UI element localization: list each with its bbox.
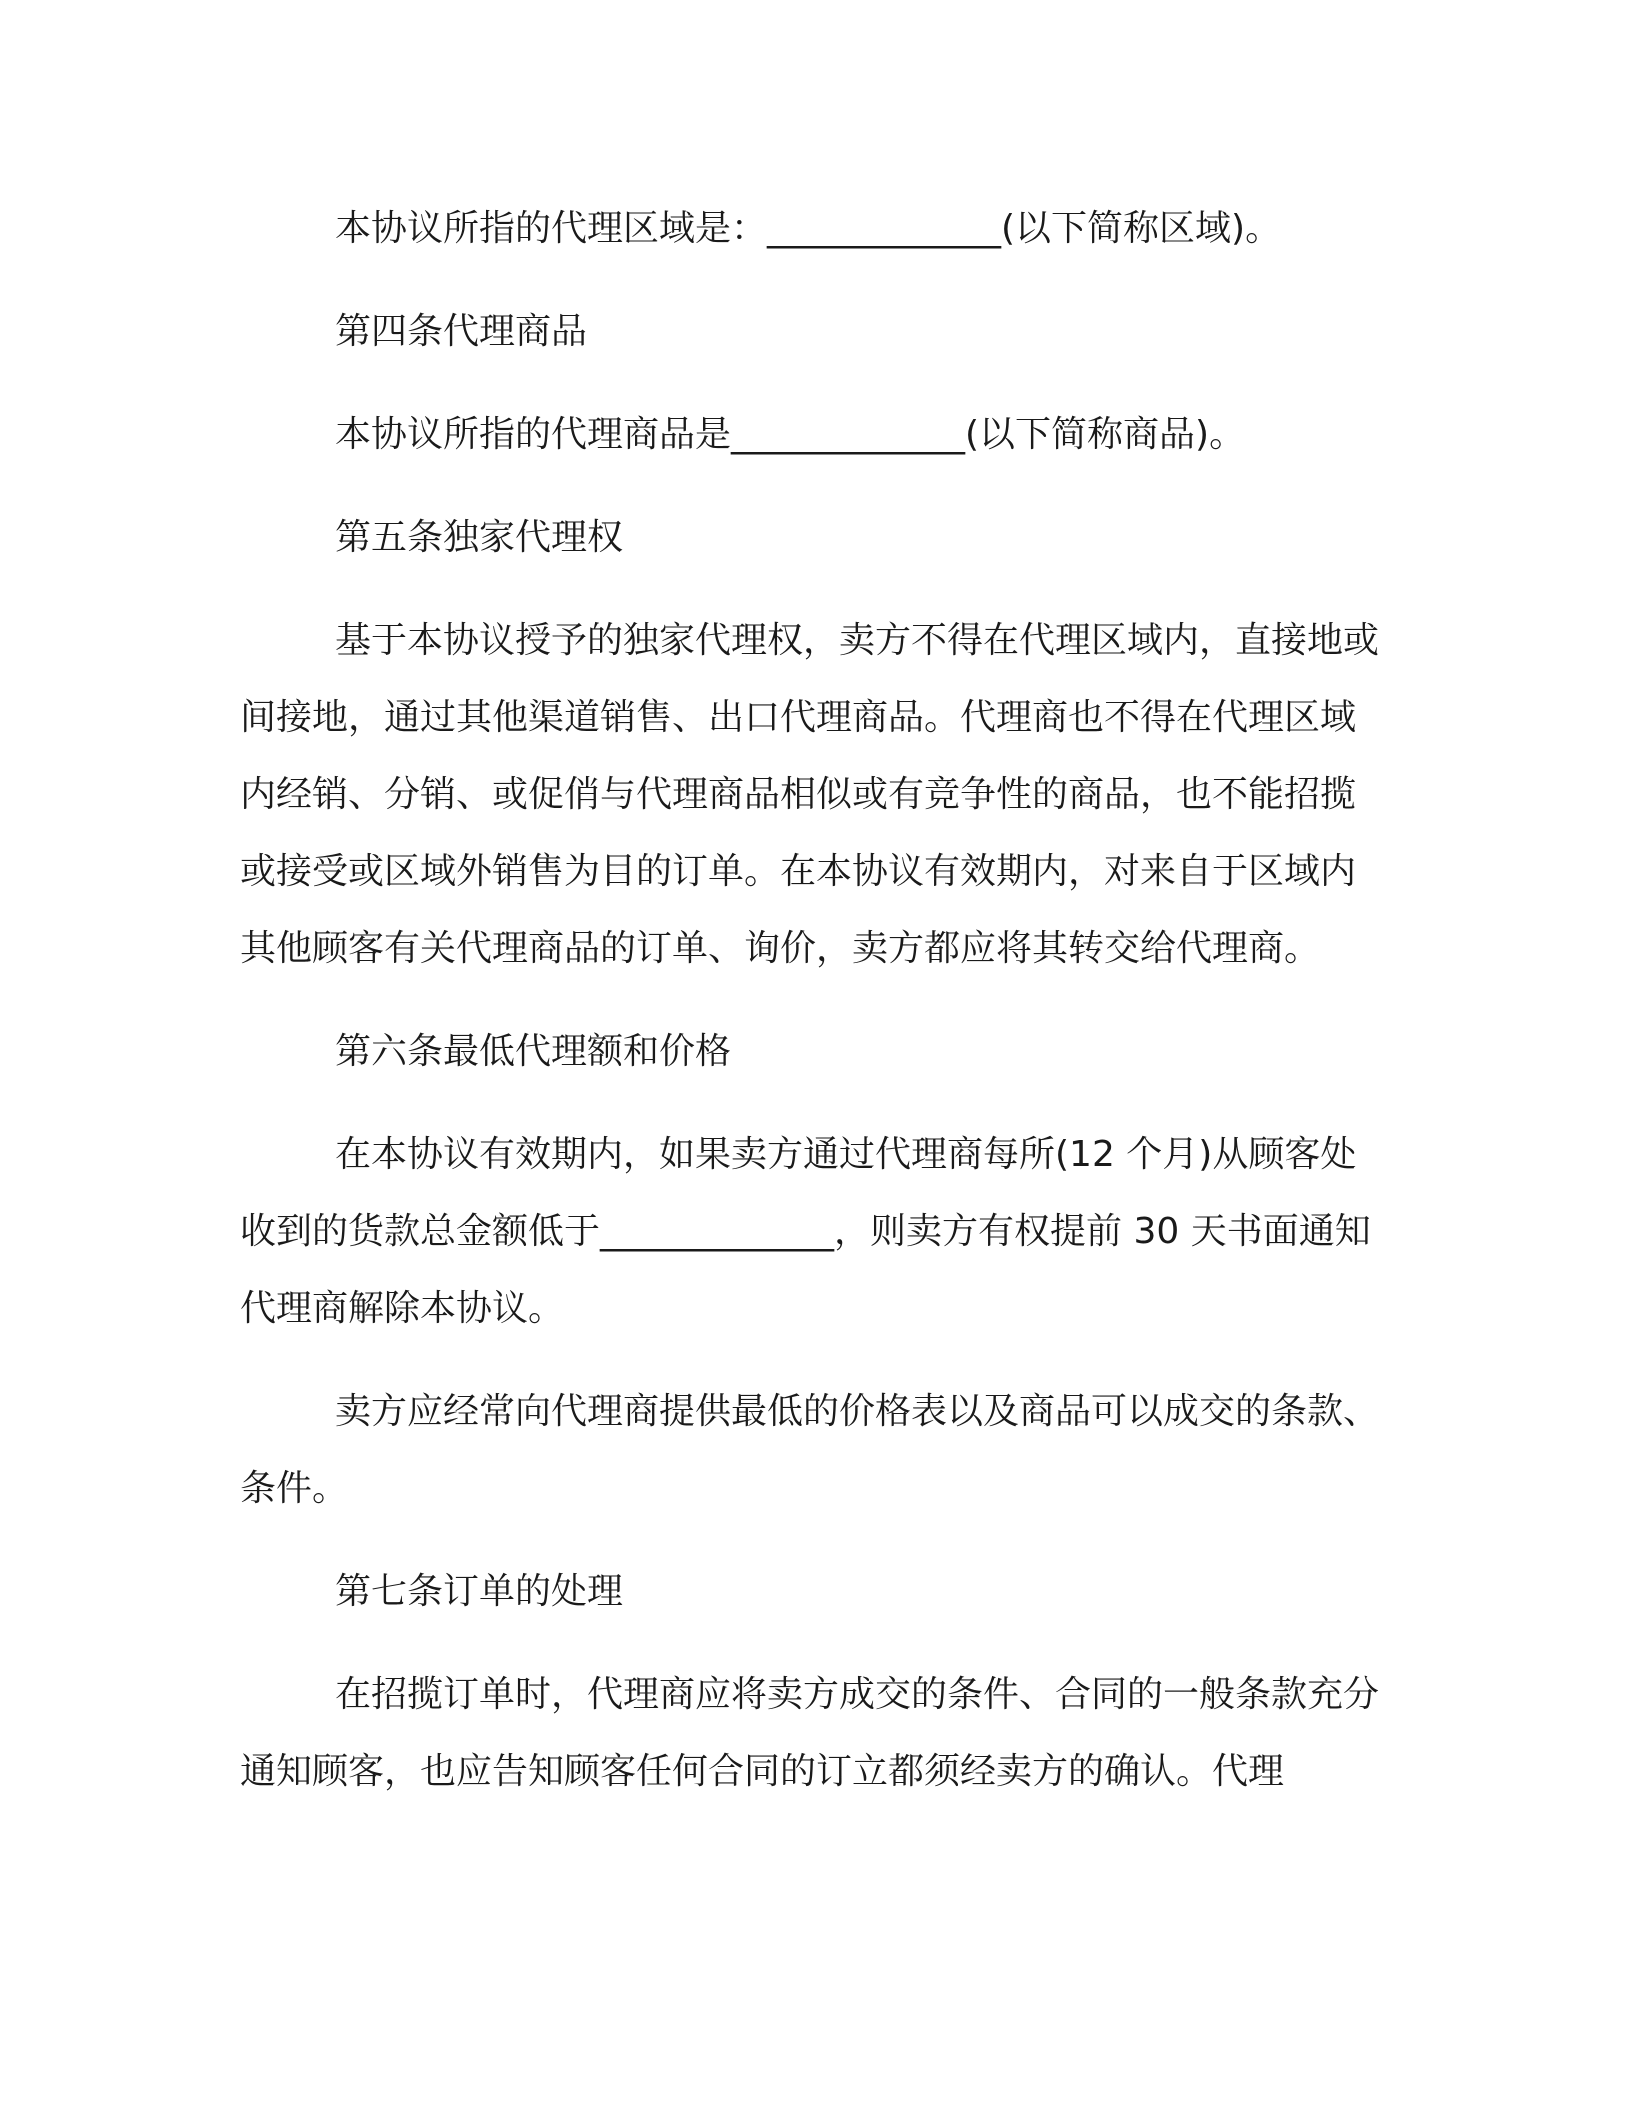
heading-article-5: 第五条独家代理权 [335, 517, 624, 558]
paragraph-agency-goods: 本协议所指的代理商品是_____________(以下简称商品)。 [335, 414, 1246, 455]
paragraph-minimum-amount: 在本协议有效期内，如果卖方通过代理商每所(12 个月)从顾客处收到的货款总金额低于_____________，则卖方有权提前 30 天书面通知代理商解除本协议。 [240, 1134, 1371, 1329]
document-page [240, 190, 1390, 1810]
paragraph-price-list: 卖方应经常向代理商提供最低的价格表以及商品可以成交的条款、条件。 [240, 1391, 1380, 1509]
paragraph-exclusive-rights: 基于本协议授予的独家代理权，卖方不得在代理区域内，直接地或间接地，通过其他渠道销售、出口代理商品。代理商也不得在代理区域内经销、分销、或促俏与代理商品相似或有竞争性的商品，也不能招揽或接受或区域外销售为目的订单。在本协议有效期内，对来自于区域内其他顾客有关代理商品的订单、询价，卖方都应将其转交给代理商。 [240, 620, 1380, 969]
paragraph-order-handling: 在招揽订单时，代理商应将卖方成交的条件、合同的一般条款充分通知顾客，也应告知顾客任何合同的订立都须经卖方的确认。代理 [240, 1674, 1380, 1792]
heading-article-4: 第四条代理商品 [335, 311, 588, 352]
paragraph-agency-region: 本协议所指的代理区域是：_____________(以下简称区域)。 [335, 208, 1282, 249]
heading-article-6: 第六条最低代理额和价格 [335, 1031, 732, 1072]
heading-article-7: 第七条订单的处理 [335, 1571, 624, 1612]
